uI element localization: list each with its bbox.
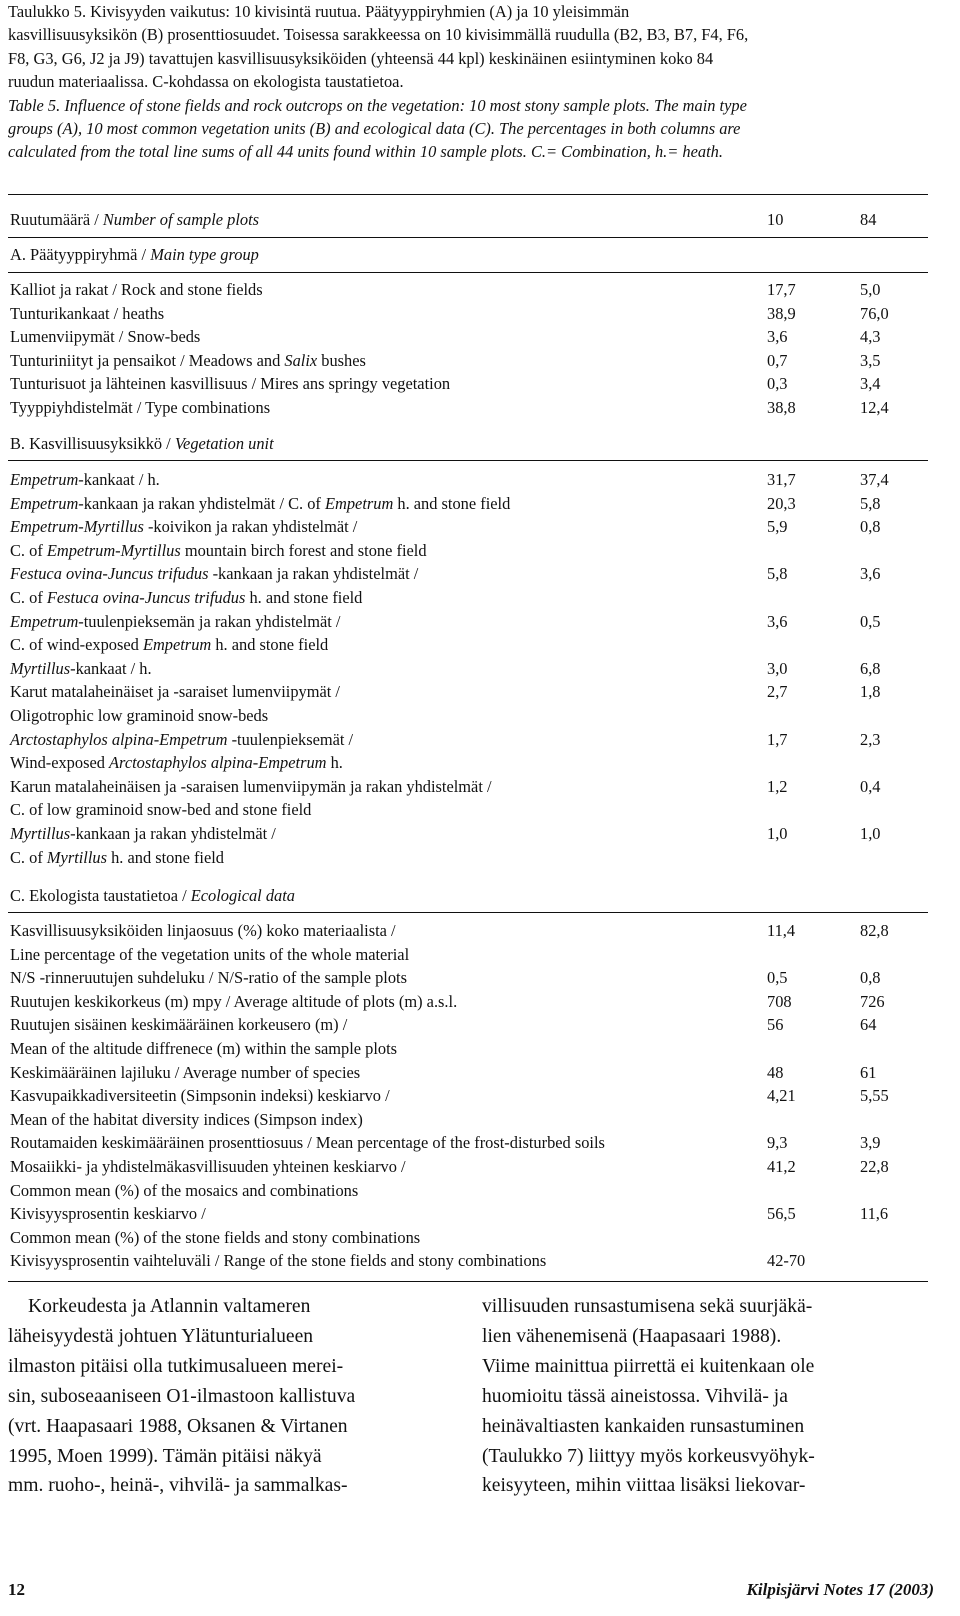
row-label: Tunturisuot ja lähteinen kasvillisuus / Mires ans springy vegetation	[10, 374, 451, 394]
section-a-rule	[8, 272, 928, 273]
label-text: h. and stone field	[211, 635, 329, 655]
row-label	[10, 728, 353, 752]
value-84-plots: 6,8	[860, 658, 881, 678]
table-row	[10, 751, 928, 775]
value-84-plots: 61	[860, 1062, 877, 1082]
italic-taxon: Myrtillus	[46, 847, 107, 867]
table-row	[10, 349, 928, 373]
value-10-plots: 42-70	[767, 1251, 806, 1271]
value-10-plots: 48	[767, 1062, 784, 1082]
caption-finnish	[8, 0, 928, 94]
value-10-plots: 4,21	[767, 1086, 796, 1106]
page-number: 12	[8, 1580, 25, 1599]
caption-en-line: Table 5. Influence of stone fields and rock outcrops on the vegetation: 10 most stony sample plots. The main type	[8, 95, 747, 115]
section-c-title-fi: C. Ekologista taustatietoa /	[10, 886, 191, 905]
section-b-title	[10, 432, 274, 456]
table-row	[10, 492, 928, 516]
table-row	[10, 1249, 928, 1273]
italic-taxon: Festuca ovina-Juncus trifudus	[10, 564, 209, 584]
section-a-title	[10, 243, 259, 267]
body-paragraph-left	[8, 1292, 448, 1501]
label-text: C. of low graminoid snow-bed and stone field	[10, 800, 312, 820]
journal-footer: Kilpisjärvi Notes 17 (2003)	[746, 1580, 934, 1599]
caption-en-line: groups (A), 10 most common vegetation units (B) and ecological data (C). The percentages in both columns are	[8, 119, 741, 139]
body-line: 1995, Moen 1999). Tämän pitäisi näkyä	[8, 1445, 322, 1467]
row-label	[10, 798, 311, 822]
caption-english	[8, 94, 928, 164]
body-column-right	[482, 1292, 922, 1501]
value-10-plots: 2,7	[767, 682, 788, 702]
value-84-plots: 3,6	[860, 564, 881, 584]
label-text: h. and stone field	[245, 588, 363, 607]
value-84-plots: 5,0	[860, 280, 881, 299]
value-10-plots: 56	[767, 1015, 784, 1035]
label-text: Oligotrophic low graminoid snow-beds	[10, 706, 269, 725]
value-10-plots: 1,2	[767, 776, 788, 796]
row-label: Routamaiden keskimääräinen prosenttiosuus / Mean percentage of the frost-disturbed soils	[10, 1133, 605, 1153]
italic-taxon: Myrtillus	[10, 658, 71, 678]
table-header-row	[10, 208, 928, 232]
row-label	[10, 657, 152, 681]
row-label	[10, 704, 268, 728]
table-row	[10, 1013, 928, 1037]
value-84-plots: 1,8	[860, 682, 881, 702]
value-84-plots: 5,8	[860, 493, 881, 513]
value-84-plots: 1,0	[860, 824, 881, 843]
table-row	[10, 1037, 928, 1061]
value-10-plots: 5,9	[767, 517, 788, 537]
value-10-plots: 9,3	[767, 1133, 788, 1153]
row-label: N/S -rinneruutujen suhdeluku / N/S-ratio of the sample plots	[10, 968, 407, 988]
value-10-plots: 3,6	[767, 611, 788, 631]
body-line: (vrt. Haapasaari 1988, Oksanen & Virtanen	[8, 1415, 348, 1437]
header-label-en: Number of sample plots	[102, 210, 260, 229]
row-label	[10, 468, 160, 492]
value-84-plots: 726	[860, 991, 885, 1011]
value-10-plots: 1,0	[767, 824, 788, 843]
table-row	[10, 515, 928, 539]
table-bottom-rule	[8, 1281, 928, 1282]
row-label	[10, 562, 418, 586]
table-row	[10, 372, 928, 396]
table-caption	[8, 0, 928, 164]
label-text: -tuulenpieksemän ja rakan yhdistelmät /	[78, 611, 341, 631]
italic-taxon: Empetrum	[142, 635, 212, 655]
italic-taxon: Empetrum-Myrtillus	[46, 540, 181, 560]
row-label	[10, 751, 343, 775]
table-row	[10, 1108, 928, 1132]
table-row	[10, 302, 928, 326]
label-text: Karun matalaheinäisen ja -saraisen lumenviipymän ja rakan yhdistelmät /	[10, 776, 492, 796]
value-10-plots: 708	[767, 991, 792, 1011]
table-row	[10, 325, 928, 349]
table-row	[10, 657, 928, 681]
table-row	[10, 943, 928, 967]
value-84-plots: 11,6	[860, 1204, 889, 1224]
row-label: Ruutujen sisäinen keskimääräinen korkeusero (m) /	[10, 1015, 348, 1035]
row-label	[10, 633, 328, 657]
label-text: Wind-exposed	[10, 753, 110, 773]
row-label: Kivisyysprosentin vaihteluväli / Range of the stone fields and stony combinations	[10, 1251, 547, 1271]
header-col1: 10	[767, 210, 784, 229]
italic-taxon: Empetrum	[325, 493, 394, 513]
row-label	[10, 680, 340, 704]
value-10-plots: 31,7	[767, 470, 796, 489]
row-label	[10, 822, 276, 846]
table-row	[10, 680, 928, 704]
body-line: keisyyteen, mihin viittaa lisäksi liekovar-	[482, 1475, 806, 1497]
table-row	[10, 586, 928, 610]
label-text: -kankaat / h.	[70, 658, 152, 678]
value-84-plots: 22,8	[860, 1157, 889, 1176]
value-10-plots: 0,5	[767, 968, 788, 988]
body-line: sin, suboseaaniseen O1-ilmastoon kallistuva	[8, 1385, 356, 1407]
row-label: Kasvupaikkadiversiteetin (Simpsonin indeksi) keskiarvo /	[10, 1086, 390, 1106]
row-label: Kalliot ja rakat / Rock and stone fields	[10, 280, 263, 299]
header-label-fi: Ruutumäärä /	[10, 210, 103, 229]
table-row	[10, 1179, 928, 1203]
row-label: Tunturiniityt ja pensaikot / Meadows and Salix bushes	[10, 350, 366, 370]
table-row	[10, 1202, 928, 1226]
row-label	[10, 610, 340, 634]
italic-taxon: Empetrum	[10, 611, 79, 631]
table-row	[10, 728, 928, 752]
value-84-plots: 4,3	[860, 327, 881, 347]
header-label	[10, 208, 259, 232]
body-line: mm. ruoho-, heinä-, vihvilä- ja sammalkas-	[8, 1475, 348, 1497]
row-label: Kasvillisuusyksiköiden linjaosuus (%) koko materiaalista /	[10, 921, 396, 940]
row-label	[10, 492, 510, 516]
value-84-plots: 0,4	[860, 776, 881, 796]
value-10-plots: 17,7	[767, 280, 796, 299]
label-text: -tuulenpieksemät /	[227, 729, 354, 749]
caption-en-line: calculated from the total line sums of all 44 units found within 10 sample plots. C.= Combination, h.= heath.	[8, 142, 723, 162]
header-col2: 84	[860, 210, 877, 229]
label-text: h. and stone field	[393, 493, 511, 513]
table-row	[10, 1131, 928, 1155]
row-label: Tunturikankaat / heaths	[10, 303, 165, 323]
header-rule	[8, 237, 928, 238]
row-label: Mean of the habitat diversity indices (Simpson index)	[10, 1109, 363, 1129]
value-84-plots: 5,55	[860, 1086, 889, 1106]
value-84-plots: 3,4	[860, 374, 881, 394]
caption-fi-line: ruudun materiaalissa. C-kohdassa on ekologista taustatietoa.	[8, 72, 404, 92]
value-10-plots: 3,6	[767, 327, 788, 347]
value-10-plots: 38,8	[767, 398, 796, 417]
section-c-title	[10, 884, 295, 908]
table-row	[10, 919, 928, 943]
value-84-plots: 0,8	[860, 968, 881, 988]
row-label: Keskimääräinen lajiluku / Average number of species	[10, 1062, 361, 1082]
table-row	[10, 396, 928, 420]
row-label: Lumenviipymät / Snow-beds	[10, 327, 201, 347]
value-10-plots: 11,4	[767, 921, 796, 940]
table-row	[10, 1155, 928, 1179]
value-84-plots: 76,0	[860, 303, 889, 323]
row-label: Ruutujen keskikorkeus (m) mpy / Average altitude of plots (m) a.s.l.	[10, 991, 458, 1011]
body-column-left	[8, 1292, 448, 1501]
row-label	[10, 586, 362, 610]
label-text: -kankaan ja rakan yhdistelmät /	[70, 824, 276, 843]
value-10-plots: 0,3	[767, 374, 788, 394]
italic-taxon: Salix	[284, 350, 318, 370]
table-top-rule	[8, 194, 928, 195]
body-line: huomioitu tässä aineistossa. Vihvilä- ja	[482, 1385, 788, 1407]
body-line: Viime mainittua piirrettä ei kuitenkaan ole	[482, 1355, 815, 1377]
label-text: -koivikon ja rakan yhdistelmät /	[143, 517, 358, 537]
body-line: heinävaltiasten kankaiden runsastuminen	[482, 1415, 805, 1437]
body-paragraph-right	[482, 1292, 922, 1501]
label-text: C. of	[10, 847, 47, 867]
row-label	[10, 775, 492, 799]
row-label: Tyyppiyhdistelmät / Type combinations	[10, 398, 271, 417]
label-text: C. of	[10, 540, 47, 560]
value-10-plots: 5,8	[767, 564, 788, 584]
section-b-rule	[8, 460, 928, 461]
body-line: läheisyydestä johtuen Ylätunturialueen	[8, 1325, 314, 1347]
caption-fi-line: F8, G3, G6, J2 ja J9) tavattujen kasvillisuusyksiköiden (yhteensä 44 kpl) keskinäinen esiintyminen koko 84	[8, 48, 714, 68]
value-84-plots: 37,4	[860, 470, 889, 489]
label-text: -kankaan ja rakan yhdistelmät / C. of	[78, 493, 325, 513]
value-10-plots: 1,7	[767, 729, 788, 749]
label-text: mountain birch forest and stone field	[180, 540, 427, 560]
table-row	[10, 610, 928, 634]
body-line: ilmaston pitäisi olla tutkimusalueen merei-	[8, 1355, 344, 1377]
value-84-plots: 0,8	[860, 517, 881, 537]
body-line: (Taulukko 7) liittyy myös korkeusvyöhyk-	[482, 1445, 815, 1467]
row-label	[10, 846, 224, 870]
italic-taxon: Empetrum	[10, 470, 79, 489]
value-84-plots: 3,5	[860, 350, 881, 370]
table-row	[10, 704, 928, 728]
section-c-title-en: Ecological data	[190, 886, 295, 905]
italic-taxon: Arctostaphylos alpina-Empetrum	[109, 753, 327, 773]
label-text: C. of	[10, 588, 47, 607]
section-b-title-fi: B. Kasvillisuusyksikkö /	[10, 434, 175, 453]
table-row	[10, 846, 928, 870]
section-c-rule	[8, 912, 928, 913]
label-text: h.	[326, 753, 343, 773]
caption-fi-line: kasvillisuusyksikön (B) prosenttiosuudet. Toisessa sarakkeessa on 10 kivisimmällä ruudulla (B2, B3, B7, F4, F6,	[8, 25, 749, 45]
italic-taxon: Arctostaphylos alpina-Empetrum	[10, 729, 228, 749]
value-84-plots: 3,9	[860, 1133, 881, 1153]
caption-fi-line: Taulukko 5. Kivisyyden vaikutus: 10 kivisintä ruutua. Päätyyppiryhmien (A) ja 10 yleisimmän	[8, 2, 630, 21]
italic-taxon: Myrtillus	[10, 824, 71, 843]
row-label: Common mean (%) of the stone fields and stony combinations	[10, 1227, 421, 1247]
row-label: Line percentage of the vegetation units of the whole material	[10, 944, 410, 964]
table-row	[10, 798, 928, 822]
italic-taxon: Empetrum-Myrtillus	[10, 517, 144, 537]
italic-taxon: Festuca ovina-Juncus trifudus	[46, 588, 246, 607]
table-row	[10, 539, 928, 563]
table-row	[10, 633, 928, 657]
table-row	[10, 822, 928, 846]
row-label: Mean of the altitude diffrenece (m) within the sample plots	[10, 1039, 398, 1058]
row-label: Common mean (%) of the mosaics and combinations	[10, 1180, 359, 1200]
value-10-plots: 38,9	[767, 303, 796, 323]
table-row	[10, 966, 928, 990]
table-row	[10, 775, 928, 799]
value-10-plots: 0,7	[767, 350, 788, 370]
value-84-plots: 0,5	[860, 611, 881, 631]
table-row	[10, 990, 928, 1014]
row-label	[10, 515, 357, 539]
value-10-plots: 41,2	[767, 1157, 796, 1176]
value-10-plots: 3,0	[767, 658, 788, 678]
value-84-plots: 64	[860, 1015, 877, 1035]
section-b-title-en: Vegetation unit	[174, 434, 274, 453]
table-row	[10, 278, 928, 302]
label-text: -kankaan ja rakan yhdistelmät /	[208, 564, 419, 584]
row-label: Kivisyysprosentin keskiarvo /	[10, 1204, 206, 1224]
body-line: lien vähenemisenä (Haapasaari 1988).	[482, 1325, 782, 1347]
value-10-plots: 20,3	[767, 493, 796, 513]
table-row	[10, 1226, 928, 1250]
label-text: Karut matalaheinäiset ja -saraiset lumenviipymät /	[10, 682, 340, 702]
value-10-plots: 56,5	[767, 1204, 796, 1224]
value-84-plots: 2,3	[860, 729, 881, 749]
label-text: C. of wind-exposed	[10, 635, 143, 655]
label-text: -kankaat / h.	[78, 470, 160, 489]
row-label: Mosaiikki- ja yhdistelmäkasvillisuuden yhteinen keskiarvo /	[10, 1157, 406, 1176]
section-a-title-en: Main type group	[150, 245, 259, 264]
value-84-plots: 12,4	[860, 398, 889, 417]
row-label	[10, 539, 427, 563]
body-line: villisuuden runsastumisena sekä suurjäkä-	[482, 1296, 813, 1317]
table-row	[10, 468, 928, 492]
value-84-plots: 82,8	[860, 921, 889, 940]
table-row	[10, 1084, 928, 1108]
body-line: Korkeudesta ja Atlannin valtameren	[28, 1296, 311, 1317]
section-a-title-fi: A. Päätyyppiryhmä /	[10, 245, 151, 264]
label-text: h. and stone field	[107, 847, 224, 867]
table-row	[10, 562, 928, 586]
table-row	[10, 1061, 928, 1085]
italic-taxon: Empetrum	[10, 493, 79, 513]
